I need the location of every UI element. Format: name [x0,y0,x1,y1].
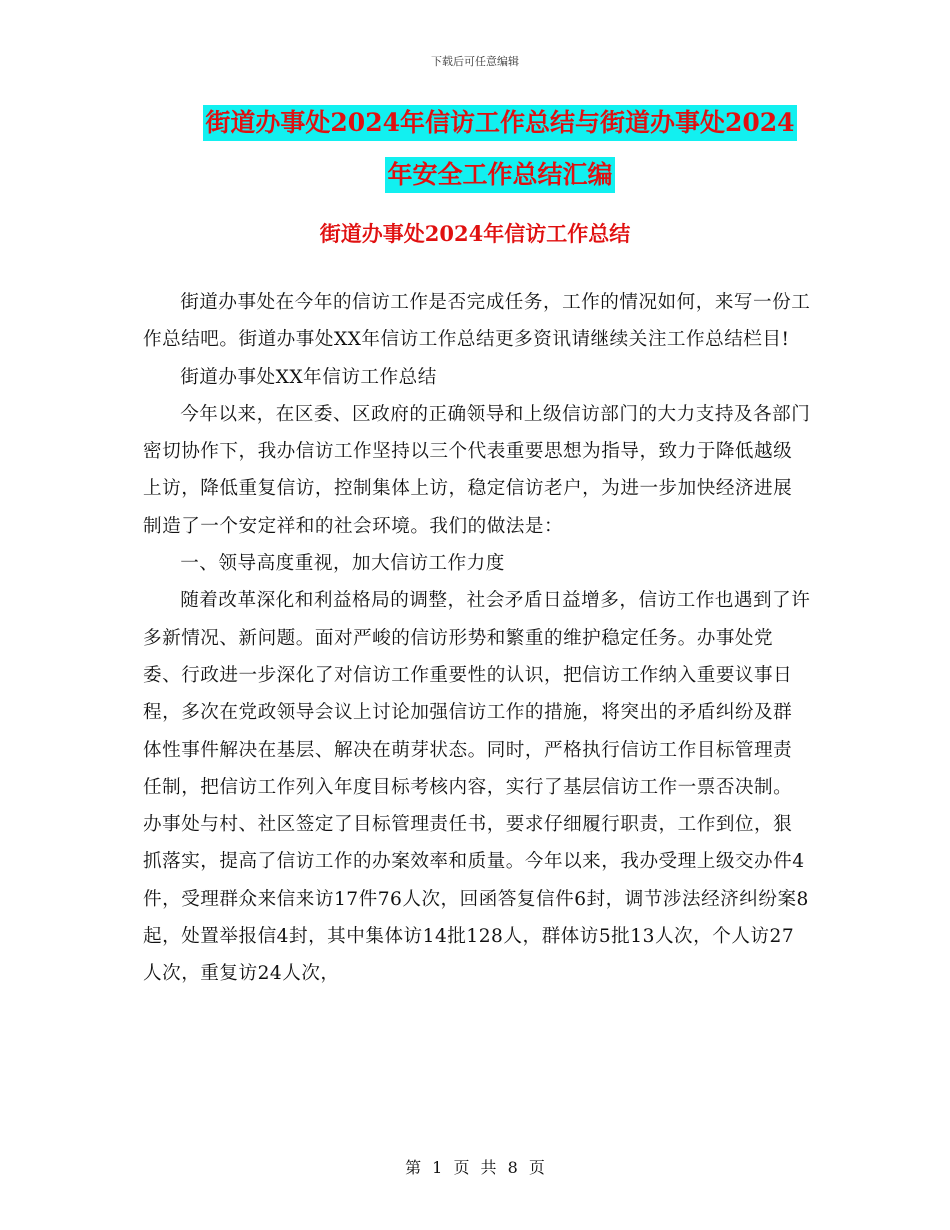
paragraph: 随着改革深化和利益格局的调整，社会矛盾日益增多，信访工作也遇到了许多新情况、新问题。面对严峻的信访形势和繁重的维护稳定任务。办事处党委、行政进一步深化了对信访工作重要性的认识，把信访工作纳入重要议事日程，多次在党政领导会议上讨论加强信访工作的措施，将突出的矛盾纠纷及群体性事件解决在基层、解决在萌芽状态。同时，严格执行信访工作目标管理责任制，把信访工作列入年度目标考核内容，实行了基层信访工作一票否决制。办事处与村、社区签定了目标管理责任书，要求仔细履行职责，工作到位，狠抓落实，提高了信访工作的办案效率和质量。今年以来，我办受理上级交办件4件，受理群众来信来访17件76人次，回函答复信件6封，调节涉法经济纠纷案8起，处置举报信4封，其中集体访14批128人，群体访5批13人次，个人访27人次，重复访24人次， [143,590,811,985]
paragraph: 今年以来，在区委、区政府的正确领导和上级信访部门的大力支持及各部门密切协作下，我办信访工作坚持以三个代表重要思想为指导，致力于降低越级上访，降低重复信访，控制集体上访，稳定信访老户，为进一步加快经济进展制造了一个安定祥和的社会环境。我们的做法是： [143,403,811,537]
header-note: 下载后可任意编辑 [431,55,519,68]
body-text [143,284,811,993]
paragraph-heading: 一、领导高度重视，加大信访工作力度 [180,553,505,575]
paragraph: 街道办事处XX年信访工作总结 [180,366,437,388]
section-title: 街道办事处2024年信访工作总结 [319,221,631,246]
title-line-2: 年安全工作总结汇编 [385,157,614,193]
title-line-1: 街道办事处2024年信访工作总结与街道办事处2024 [203,105,796,141]
page-footer: 第 1 页 共 8 页 [405,1158,545,1177]
document-title [190,105,810,209]
paragraph: 街道办事处在今年的信访工作是否完成任务，工作的情况如何，来写一份工作总结吧。街道办事处XX年信访工作总结更多资讯请继续关注工作总结栏目! [143,292,811,351]
